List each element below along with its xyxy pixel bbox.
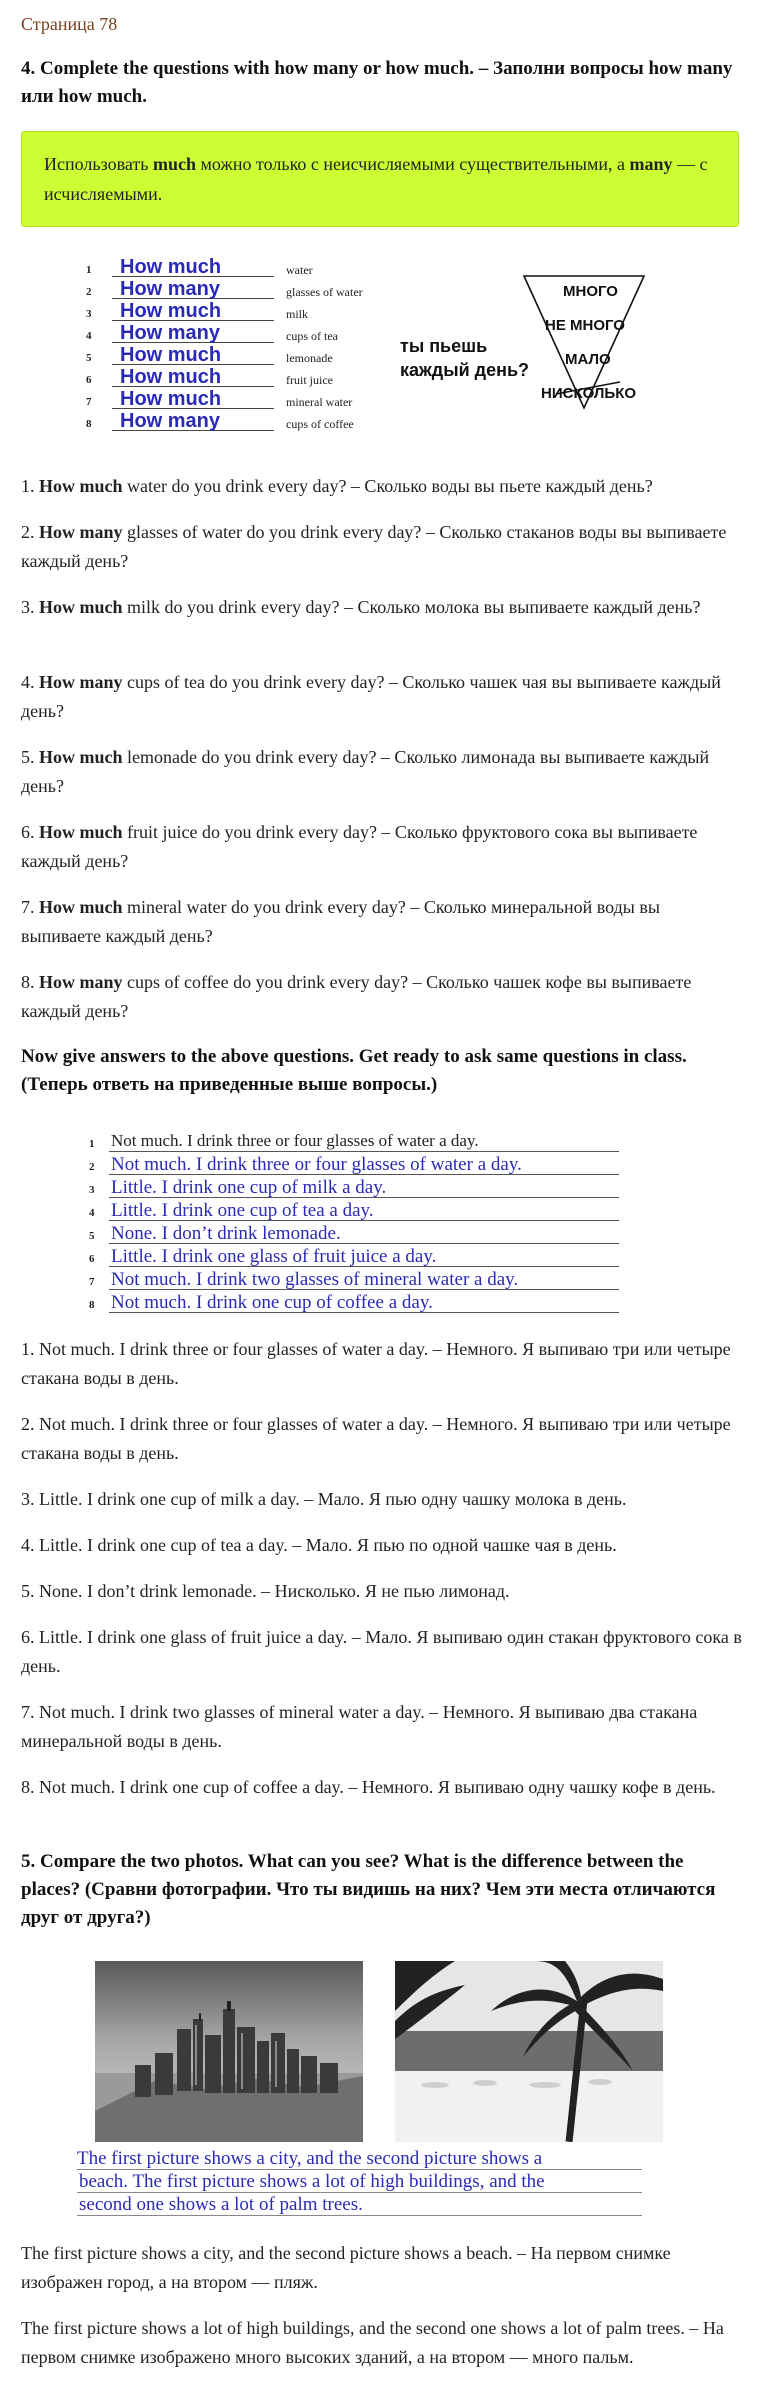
caption-text-line: second one shows a lot of palm trees.: [79, 2194, 363, 2215]
question-line: каждый день?: [400, 360, 530, 380]
item-keyword: How much: [39, 897, 123, 917]
row-number: 2: [86, 286, 92, 298]
row-number: 8: [86, 418, 92, 430]
worksheet-question: [400, 334, 529, 382]
question-item: [21, 893, 743, 951]
row-number: 5: [89, 1230, 95, 1242]
page-number: Страница 78: [21, 14, 118, 34]
item-keyword: How many: [39, 522, 123, 542]
handwritten-answer: Not much. I drink one cup of coffee a day.: [111, 1292, 433, 1313]
handwritten-answer: How much: [120, 300, 222, 322]
handwritten-answer: How much: [120, 344, 222, 366]
handwritten-answer: Not much. I drink three or four glasses of water a day.: [111, 1154, 522, 1175]
item-text: water do you drink every day? – Сколько воды вы пьете каждый день?: [122, 476, 653, 496]
row-number: 4: [89, 1207, 95, 1219]
item-text: lemonade do you drink every day? – Сколько лимонада вы выпиваете каждый день?: [21, 747, 710, 796]
question-item: [21, 472, 743, 501]
row-number: 8: [89, 1299, 95, 1311]
handwritten-answer: How many: [120, 278, 221, 300]
worksheet-row: [89, 1270, 649, 1292]
row-number: 1: [86, 264, 92, 276]
row-noun: fruit juice: [286, 373, 333, 387]
note-much: much: [152, 154, 196, 174]
answer-item: 5. None. I don’t drink lemonade. – Нисколько. Я не пью лимонад.: [21, 1581, 510, 1601]
item-text: mineral water do you drink every day? – Сколько минеральной воды вы выпиваете каждый день?: [21, 897, 660, 946]
handwritten-answer: Little. I drink one cup of milk a day.: [111, 1177, 387, 1198]
row-noun: lemonade: [286, 351, 333, 365]
caption-text-line: The first picture shows a city, and the second picture shows a: [77, 2148, 543, 2169]
item-text: glasses of water do you drink every day? – Сколько стаканов воды вы выпиваете каждый день?: [21, 522, 727, 571]
item-number: 4.: [21, 672, 39, 692]
triangle-label: МНОГО: [563, 283, 618, 300]
row-number: 3: [89, 1184, 95, 1196]
row-number: 1: [89, 1138, 95, 1150]
answer-item: 4. Little. I drink one cup of tea a day. – Мало. Я пью по одной чашке чая в день.: [21, 1535, 617, 1555]
handwritten-answer: Little. I drink one cup of tea a day.: [111, 1200, 374, 1221]
handwritten-answer: How many: [120, 322, 221, 344]
item-keyword: How many: [39, 972, 123, 992]
note-many: many: [629, 154, 673, 174]
worksheet-row: [89, 1201, 649, 1223]
row-noun: mineral water: [286, 395, 353, 409]
handwritten-answer: How much: [120, 388, 222, 410]
answer-item: 6. Little. I drink one glass of fruit juice a day. – Мало. Я выпиваю один стакан фруктового сока в день.: [21, 1627, 742, 1676]
row-number: 3: [86, 308, 92, 320]
handwritten-answer: Not much. I drink two glasses of mineral water a day.: [111, 1269, 519, 1290]
answer-item: 1. Not much. I drink three or four glasses of water a day. – Немного. Я выпиваю три или четыре стакана воды в день.: [21, 1339, 731, 1388]
worksheet-row: [89, 1224, 649, 1246]
row-noun: water: [286, 263, 313, 277]
worksheet-row: [86, 368, 436, 390]
triangle-label: НЕ МНОГО: [545, 317, 625, 334]
item-keyword: How much: [39, 597, 123, 617]
worksheet-row: [86, 324, 436, 346]
answer-item: 3. Little. I drink one cup of milk a day. – Мало. Я пью одну чашку молока в день.: [21, 1489, 627, 1509]
question-item: [21, 593, 743, 622]
item-text: cups of tea do you drink every day? – Сколько чашек чая вы выпиваете каждый день?: [21, 672, 721, 721]
handwritten-answer: Not much. I drink three or four glasses of water a day.: [111, 1131, 479, 1150]
note-text: — с исчисляемыми.: [44, 154, 708, 204]
exercise-5-heading: 5. Compare the two photos. What can you see? What is the difference between the places? (Сравни фотографии. Что ты видишь на них? Чем эти места отличаются друг от друга?): [21, 1851, 716, 1928]
handwritten-answer: How much: [120, 366, 222, 388]
question-item: [21, 743, 743, 801]
item-keyword: How much: [39, 747, 123, 767]
question-item: [21, 518, 743, 576]
comparison-paragraph: The first picture shows a city, and the second picture shows a beach. – На первом снимке изображен город, а на втором — пляж.: [21, 2243, 671, 2292]
worksheet-row: [86, 412, 436, 434]
worksheet-how-much-many: [86, 258, 646, 450]
item-text: milk do you drink every day? – Сколько молока вы выпиваете каждый день?: [122, 597, 701, 617]
handwritten-answer: How much: [120, 256, 222, 278]
row-noun: glasses of water: [286, 285, 363, 299]
triangle-label: НИСКОЛЬКО: [541, 385, 637, 402]
question-line: ты пьешь: [400, 336, 488, 356]
item-keyword: How much: [39, 822, 123, 842]
item-number: 6.: [21, 822, 39, 842]
handwritten-answer: How many: [120, 410, 221, 432]
item-number: 8.: [21, 972, 39, 992]
question-item: [21, 968, 743, 1026]
item-number: 7.: [21, 897, 39, 917]
answer-item: 7. Not much. I drink two glasses of mineral water a day. – Немного. Я выпиваю два стакана минеральной воды в день.: [21, 1702, 698, 1751]
beach-photo: [395, 1961, 663, 2142]
item-keyword: How much: [39, 476, 123, 496]
grammar-note: [21, 131, 739, 227]
handwritten-answer: Little. I drink one glass of fruit juice a day.: [111, 1246, 437, 1267]
worksheet-answers: [89, 1132, 649, 1314]
item-text: cups of coffee do you drink every day? – Сколько чашек кофе вы выпиваете каждый день?: [21, 972, 692, 1021]
city-photo: [95, 1961, 363, 2142]
answer-item: 8. Not much. I drink one cup of coffee a day. – Немного. Я выпиваю одну чашку кофе в день.: [21, 1777, 716, 1797]
row-number: 6: [86, 374, 92, 386]
item-number: 1.: [21, 476, 39, 496]
row-noun: cups of tea: [286, 329, 338, 343]
worksheet-row: [89, 1178, 649, 1200]
row-number: 6: [89, 1253, 95, 1265]
exercise-4-heading: 4. Complete the questions with how many or how much. – Заполни вопросы how many или how much.: [21, 58, 733, 107]
worksheet-row: [86, 280, 436, 302]
row-number: 5: [86, 352, 92, 364]
worksheet-row: [86, 302, 436, 324]
comparison-paragraph: The first picture shows a lot of high buildings, and the second one shows a lot of palm trees. – На первом снимке изображено много высоких зданий, а на втором — много пальм.: [21, 2318, 724, 2367]
question-item: [21, 818, 743, 876]
triangle-label: МАЛО: [565, 351, 611, 368]
item-number: 3.: [21, 597, 39, 617]
worksheet-row: [86, 346, 436, 368]
item-text: fruit juice do you drink every day? – Сколько фруктового сока вы выпиваете каждый день?: [21, 822, 698, 871]
row-number: 7: [89, 1276, 95, 1288]
worksheet-row: [89, 1293, 649, 1315]
row-noun: milk: [286, 307, 309, 321]
row-number: 7: [86, 396, 92, 408]
worksheet-row: [89, 1247, 649, 1269]
caption-text-line: beach. The first picture shows a lot of high buildings, and the: [79, 2171, 545, 2192]
worksheet-row: [86, 390, 436, 412]
worksheet-row: [86, 258, 436, 280]
row-number: 4: [86, 330, 92, 342]
answers-heading: Now give answers to the above questions. Get ready to ask same questions in class. (Теперь ответь на приведенные выше вопросы.): [21, 1046, 687, 1095]
item-number: 2.: [21, 522, 39, 542]
item-keyword: How many: [39, 672, 123, 692]
note-text: Использовать: [44, 154, 153, 174]
row-noun: cups of coffee: [286, 417, 354, 431]
row-number: 2: [89, 1161, 95, 1173]
handwritten-caption: [77, 2147, 637, 2216]
note-text: можно только с неисчисляемыми существительными, а: [195, 154, 630, 174]
worksheet-row: [89, 1155, 649, 1177]
question-item: [21, 668, 743, 726]
handwritten-answer: None. I don’t drink lemonade.: [111, 1223, 341, 1244]
item-number: 5.: [21, 747, 39, 767]
answer-line: [109, 1151, 619, 1152]
answer-item: 2. Not much. I drink three or four glasses of water a day. – Немного. Я выпиваю три или четыре стакана воды в день.: [21, 1414, 731, 1463]
worksheet-row: [89, 1132, 649, 1154]
